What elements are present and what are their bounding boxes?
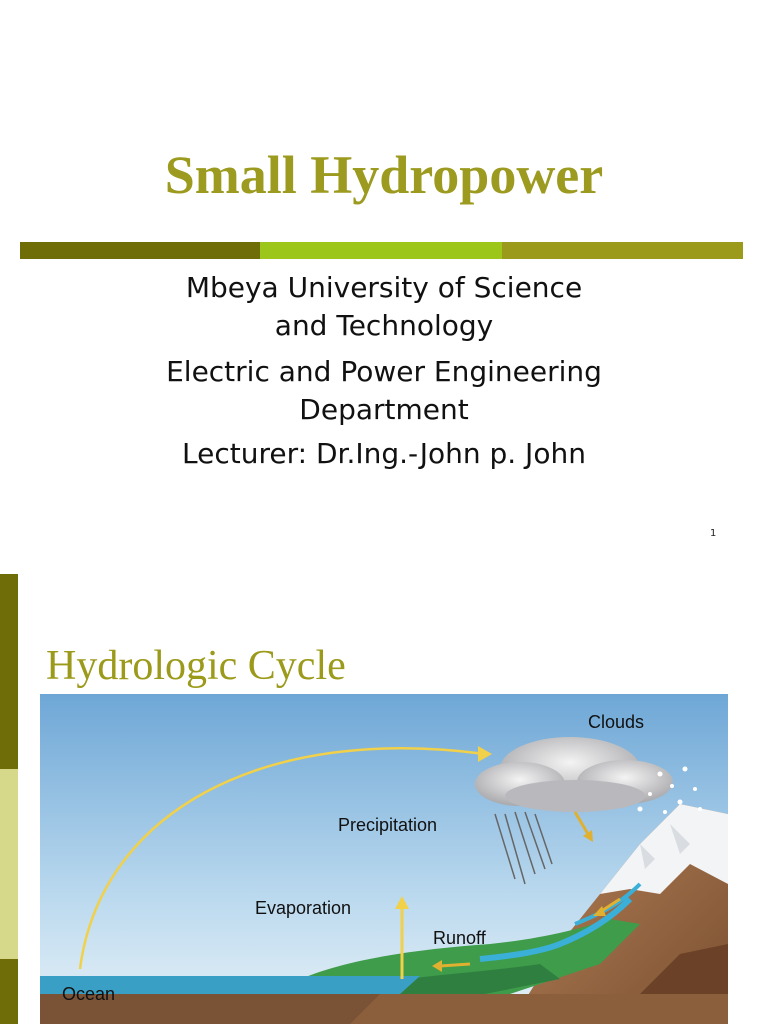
slide-title: Small Hydropower xyxy=(164,145,604,205)
subtitle-line-4: Department xyxy=(299,393,469,426)
slide-2 xyxy=(0,574,768,1024)
label-ocean: Ocean xyxy=(62,984,116,1004)
hydrologic-cycle-diagram xyxy=(40,694,728,1024)
subtitle-line-1: Mbeya University of Science xyxy=(185,271,583,304)
side-accent-bottom xyxy=(0,959,18,1024)
side-accent-top xyxy=(0,574,18,769)
label-runoff: Runoff xyxy=(433,928,486,948)
divider-bar-left xyxy=(20,242,260,259)
subtitle-line-2: and Technology xyxy=(274,309,494,342)
hydrologic-cycle-illustration xyxy=(40,694,728,1024)
divider-bar-middle xyxy=(260,242,502,259)
subtitle-line-5: Lecturer: Dr.Ing.-John p. John xyxy=(182,437,586,470)
side-accent-middle xyxy=(0,769,18,959)
page-number: 1 xyxy=(710,528,717,539)
label-clouds: Clouds xyxy=(588,712,645,732)
subtitle-line-3: Electric and Power Engineering xyxy=(166,355,602,388)
runoff-arrow xyxy=(440,964,470,966)
divider-bar-right xyxy=(502,242,743,259)
slide-2-title: Hydrologic Cycle xyxy=(46,643,346,689)
label-precipitation: Precipitation xyxy=(338,815,438,835)
label-evaporation: Evaporation xyxy=(255,898,352,918)
